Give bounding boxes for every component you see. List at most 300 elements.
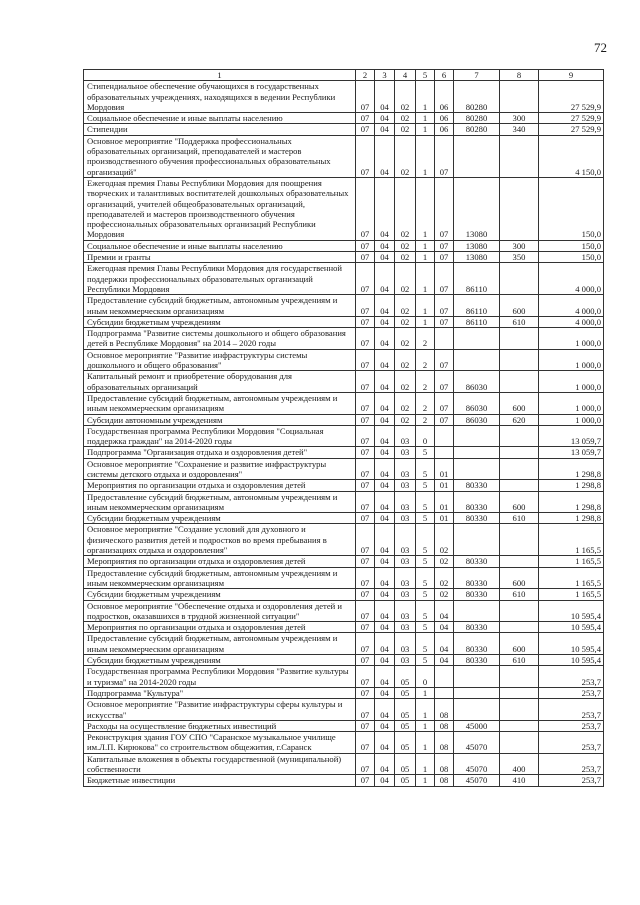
cell-expense-type: 400 xyxy=(500,753,539,775)
cell-subprogram: 1 xyxy=(416,316,435,327)
table-row xyxy=(84,295,604,317)
cell-program: 03 xyxy=(395,567,416,589)
cell-amount: 1 298,8 xyxy=(539,480,604,491)
table-row xyxy=(84,81,604,113)
cell-subprogram: 1 xyxy=(416,295,435,317)
cell-subprogram: 5 xyxy=(416,567,435,589)
cell-program: 02 xyxy=(395,414,416,425)
cell-program: 03 xyxy=(395,425,416,447)
cell-section: 07 xyxy=(356,113,375,124)
table-row xyxy=(84,113,604,124)
cell-amount: 1 298,8 xyxy=(539,513,604,524)
table-row xyxy=(84,622,604,633)
column-header: 4 xyxy=(395,70,416,81)
cell-direction: 80330 xyxy=(454,655,500,666)
cell-subprogram: 2 xyxy=(416,392,435,414)
column-header: 8 xyxy=(500,70,539,81)
cell-measure: 07 xyxy=(435,349,454,371)
cell-amount: 1 165,5 xyxy=(539,556,604,567)
row-name: Мероприятия по организации отдыха и оздоровления детей xyxy=(84,622,356,633)
cell-program: 02 xyxy=(395,135,416,177)
cell-measure: 04 xyxy=(435,655,454,666)
row-name: Основное мероприятие "Создание условий для духовного и физического развития детей и подростков во время пребывания в организациях отдыха и оздоровления" xyxy=(84,524,356,556)
row-name: Социальное обеспечение и иные выплаты населению xyxy=(84,113,356,124)
cell-direction xyxy=(454,458,500,480)
cell-program: 05 xyxy=(395,753,416,775)
cell-subsection: 04 xyxy=(375,687,395,698)
cell-section: 07 xyxy=(356,491,375,513)
cell-amount: 1 000,0 xyxy=(539,371,604,393)
cell-direction: 45070 xyxy=(454,753,500,775)
cell-subsection: 04 xyxy=(375,666,395,688)
cell-measure: 01 xyxy=(435,513,454,524)
cell-measure: 01 xyxy=(435,480,454,491)
cell-measure: 07 xyxy=(435,177,454,240)
cell-expense-type xyxy=(500,600,539,622)
cell-program: 02 xyxy=(395,113,416,124)
cell-measure: 01 xyxy=(435,458,454,480)
table-row xyxy=(84,458,604,480)
cell-program: 02 xyxy=(395,252,416,263)
cell-subprogram: 5 xyxy=(416,556,435,567)
cell-amount: 1 298,8 xyxy=(539,458,604,480)
table-row xyxy=(84,513,604,524)
cell-amount: 1 000,0 xyxy=(539,414,604,425)
cell-subsection: 04 xyxy=(375,753,395,775)
cell-program: 02 xyxy=(395,177,416,240)
cell-amount: 253,7 xyxy=(539,753,604,775)
row-name: Государственная программа Республики Мордовия "Развитие культуры и туризма" на 2014-2020 годы xyxy=(84,666,356,688)
cell-section: 07 xyxy=(356,556,375,567)
row-name: Основное мероприятие "Поддержка профессиональных образовательных организаций, преподавателей и мастеров производственного обучения профессиональных образовательных организаций" xyxy=(84,135,356,177)
cell-subprogram: 1 xyxy=(416,135,435,177)
cell-expense-type xyxy=(500,556,539,567)
cell-measure: 07 xyxy=(435,371,454,393)
cell-amount: 1 000,0 xyxy=(539,328,604,350)
cell-subprogram: 2 xyxy=(416,414,435,425)
cell-section: 07 xyxy=(356,753,375,775)
cell-measure: 07 xyxy=(435,252,454,263)
cell-subsection: 04 xyxy=(375,480,395,491)
cell-section: 07 xyxy=(356,328,375,350)
cell-subprogram: 5 xyxy=(416,480,435,491)
cell-expense-type: 300 xyxy=(500,240,539,251)
cell-amount: 1 000,0 xyxy=(539,392,604,414)
table-row xyxy=(84,600,604,622)
row-name: Ежегодная премия Главы Республики Мордовия для поощрения творческих и талантливых воспитателей дошкольных образовательных организаций, учителей общеобразовательных организаций, преподавателей и мастеров производственного обучения профессиональных образовательных организаций Республики Мордовия xyxy=(84,177,356,240)
row-name: Ежегодная премия Главы Республики Мордовия для государственной поддержки профессиональных образовательных организаций Республики Мордовия xyxy=(84,263,356,295)
cell-subsection: 04 xyxy=(375,328,395,350)
cell-section: 07 xyxy=(356,633,375,655)
cell-subsection: 04 xyxy=(375,600,395,622)
cell-program: 03 xyxy=(395,480,416,491)
row-name: Подпрограмма "Развитие системы дошкольного и общего образования детей в Республике Мордовия" на 2014 – 2020 годы xyxy=(84,328,356,350)
cell-direction xyxy=(454,425,500,447)
cell-subsection: 04 xyxy=(375,556,395,567)
table-row xyxy=(84,732,604,754)
cell-expense-type: 340 xyxy=(500,124,539,135)
cell-amount: 4 000,0 xyxy=(539,263,604,295)
cell-program: 05 xyxy=(395,699,416,721)
cell-expense-type xyxy=(500,177,539,240)
cell-program: 03 xyxy=(395,556,416,567)
cell-section: 07 xyxy=(356,699,375,721)
cell-subprogram: 5 xyxy=(416,622,435,633)
cell-subsection: 04 xyxy=(375,699,395,721)
row-name: Стипендиальное обеспечение обучающихся в государственных образовательных учреждениях, находящихся в ведении Республики Мордовия xyxy=(84,81,356,113)
table-row xyxy=(84,447,604,458)
cell-program: 02 xyxy=(395,392,416,414)
cell-direction xyxy=(454,666,500,688)
cell-section: 07 xyxy=(356,687,375,698)
row-name: Субсидии бюджетным учреждениям xyxy=(84,655,356,666)
column-header: 3 xyxy=(375,70,395,81)
cell-expense-type xyxy=(500,425,539,447)
cell-section: 07 xyxy=(356,720,375,731)
cell-expense-type: 610 xyxy=(500,316,539,327)
row-name: Предоставление субсидий бюджетным, автономным учреждениям и иным некоммерческим организациям xyxy=(84,392,356,414)
cell-program: 02 xyxy=(395,295,416,317)
cell-amount: 27 529,9 xyxy=(539,81,604,113)
row-name: Премии и гранты xyxy=(84,252,356,263)
cell-subsection: 04 xyxy=(375,524,395,556)
cell-section: 07 xyxy=(356,447,375,458)
cell-subsection: 04 xyxy=(375,491,395,513)
cell-subprogram: 2 xyxy=(416,328,435,350)
cell-direction xyxy=(454,524,500,556)
cell-subprogram: 1 xyxy=(416,240,435,251)
cell-expense-type xyxy=(500,371,539,393)
row-name: Предоставление субсидий бюджетным, автономным учреждениям и иным некоммерческим организациям xyxy=(84,633,356,655)
cell-expense-type xyxy=(500,720,539,731)
cell-amount: 27 529,9 xyxy=(539,113,604,124)
table-row xyxy=(84,666,604,688)
cell-amount: 253,7 xyxy=(539,775,604,786)
cell-measure: 07 xyxy=(435,240,454,251)
cell-direction: 86030 xyxy=(454,392,500,414)
column-header: 1 xyxy=(84,70,356,81)
cell-expense-type xyxy=(500,524,539,556)
cell-direction: 80280 xyxy=(454,81,500,113)
cell-direction: 86110 xyxy=(454,295,500,317)
cell-subprogram: 1 xyxy=(416,263,435,295)
cell-expense-type: 350 xyxy=(500,252,539,263)
cell-expense-type xyxy=(500,135,539,177)
cell-section: 07 xyxy=(356,295,375,317)
row-name: Субсидии бюджетным учреждениям xyxy=(84,589,356,600)
cell-subprogram: 5 xyxy=(416,524,435,556)
cell-amount: 1 165,5 xyxy=(539,524,604,556)
column-header: 9 xyxy=(539,70,604,81)
cell-direction xyxy=(454,447,500,458)
cell-measure: 02 xyxy=(435,524,454,556)
cell-subprogram: 1 xyxy=(416,687,435,698)
row-name: Капитальный ремонт и приобретение оборудования для образовательных организаций xyxy=(84,371,356,393)
cell-measure xyxy=(435,328,454,350)
cell-expense-type xyxy=(500,81,539,113)
cell-section: 07 xyxy=(356,177,375,240)
table-row xyxy=(84,633,604,655)
cell-measure: 07 xyxy=(435,263,454,295)
cell-program: 03 xyxy=(395,600,416,622)
cell-program: 03 xyxy=(395,447,416,458)
cell-program: 03 xyxy=(395,491,416,513)
cell-measure: 02 xyxy=(435,589,454,600)
cell-amount: 10 595,4 xyxy=(539,633,604,655)
cell-program: 02 xyxy=(395,371,416,393)
row-name: Основное мероприятие "Развитие инфраструктуры системы дошкольного и общего образования" xyxy=(84,349,356,371)
cell-subsection: 04 xyxy=(375,775,395,786)
cell-program: 05 xyxy=(395,732,416,754)
cell-amount: 1 165,5 xyxy=(539,589,604,600)
cell-measure: 08 xyxy=(435,699,454,721)
cell-measure: 07 xyxy=(435,135,454,177)
cell-expense-type: 600 xyxy=(500,392,539,414)
cell-subsection: 04 xyxy=(375,414,395,425)
cell-expense-type xyxy=(500,447,539,458)
cell-amount: 253,7 xyxy=(539,666,604,688)
cell-direction: 45070 xyxy=(454,732,500,754)
cell-section: 07 xyxy=(356,371,375,393)
cell-subsection: 04 xyxy=(375,240,395,251)
cell-amount: 1 165,5 xyxy=(539,567,604,589)
cell-measure: 01 xyxy=(435,491,454,513)
table-row xyxy=(84,699,604,721)
cell-measure: 08 xyxy=(435,720,454,731)
cell-section: 07 xyxy=(356,666,375,688)
cell-subsection: 04 xyxy=(375,425,395,447)
cell-subsection: 04 xyxy=(375,263,395,295)
table-row xyxy=(84,524,604,556)
cell-direction: 80330 xyxy=(454,633,500,655)
cell-subprogram: 0 xyxy=(416,666,435,688)
cell-measure: 08 xyxy=(435,753,454,775)
table-row xyxy=(84,252,604,263)
row-name: Бюджетные инвестиции xyxy=(84,775,356,786)
table-row xyxy=(84,371,604,393)
cell-subprogram: 5 xyxy=(416,458,435,480)
cell-program: 05 xyxy=(395,666,416,688)
cell-section: 07 xyxy=(356,392,375,414)
cell-amount: 253,7 xyxy=(539,720,604,731)
table-row xyxy=(84,177,604,240)
cell-program: 02 xyxy=(395,124,416,135)
cell-subsection: 04 xyxy=(375,392,395,414)
cell-measure: 07 xyxy=(435,295,454,317)
cell-section: 07 xyxy=(356,263,375,295)
cell-subsection: 04 xyxy=(375,371,395,393)
cell-section: 07 xyxy=(356,622,375,633)
column-header: 5 xyxy=(416,70,435,81)
cell-expense-type: 600 xyxy=(500,633,539,655)
cell-subprogram: 1 xyxy=(416,732,435,754)
cell-expense-type xyxy=(500,622,539,633)
cell-amount: 27 529,9 xyxy=(539,124,604,135)
cell-direction: 45070 xyxy=(454,775,500,786)
row-name: Основное мероприятие "Развитие инфраструктуры сферы культуры и искусства" xyxy=(84,699,356,721)
cell-measure: 02 xyxy=(435,556,454,567)
cell-subprogram: 1 xyxy=(416,775,435,786)
cell-measure: 02 xyxy=(435,567,454,589)
cell-program: 02 xyxy=(395,328,416,350)
table-row xyxy=(84,720,604,731)
cell-direction xyxy=(454,687,500,698)
cell-subsection: 04 xyxy=(375,295,395,317)
cell-section: 07 xyxy=(356,349,375,371)
table-row xyxy=(84,491,604,513)
cell-expense-type: 610 xyxy=(500,589,539,600)
cell-amount: 150,0 xyxy=(539,252,604,263)
row-name: Мероприятия по организации отдыха и оздоровления детей xyxy=(84,480,356,491)
cell-direction: 86110 xyxy=(454,316,500,327)
cell-subprogram: 1 xyxy=(416,124,435,135)
table-row xyxy=(84,328,604,350)
cell-program: 03 xyxy=(395,513,416,524)
cell-measure: 06 xyxy=(435,81,454,113)
cell-direction: 86030 xyxy=(454,414,500,425)
cell-direction xyxy=(454,349,500,371)
table-row xyxy=(84,392,604,414)
cell-amount: 253,7 xyxy=(539,687,604,698)
cell-section: 07 xyxy=(356,124,375,135)
cell-program: 03 xyxy=(395,524,416,556)
cell-section: 07 xyxy=(356,655,375,666)
cell-subprogram: 1 xyxy=(416,753,435,775)
table-row xyxy=(84,655,604,666)
table-row xyxy=(84,414,604,425)
cell-direction: 13080 xyxy=(454,240,500,251)
cell-subprogram: 1 xyxy=(416,252,435,263)
row-name: Подпрограмма "Культура" xyxy=(84,687,356,698)
cell-expense-type xyxy=(500,349,539,371)
row-name: Субсидии бюджетным учреждениям xyxy=(84,316,356,327)
budget-table xyxy=(83,69,604,787)
cell-section: 07 xyxy=(356,425,375,447)
cell-measure: 08 xyxy=(435,732,454,754)
cell-expense-type xyxy=(500,328,539,350)
row-name: Капитальные вложения в объекты государственной (муниципальной) собственности xyxy=(84,753,356,775)
cell-section: 07 xyxy=(356,567,375,589)
row-name: Основное мероприятие "Сохранение и развитие инфраструктуры системы детского отдыха и оздоровления" xyxy=(84,458,356,480)
cell-amount: 4 150,0 xyxy=(539,135,604,177)
row-name: Предоставление субсидий бюджетным, автономным учреждениям и иным некоммерческим организациям xyxy=(84,491,356,513)
cell-section: 07 xyxy=(356,458,375,480)
cell-amount: 4 000,0 xyxy=(539,316,604,327)
cell-direction xyxy=(454,600,500,622)
column-header: 7 xyxy=(454,70,500,81)
cell-expense-type: 410 xyxy=(500,775,539,786)
cell-subsection: 04 xyxy=(375,513,395,524)
cell-subsection: 04 xyxy=(375,567,395,589)
table-row xyxy=(84,567,604,589)
cell-amount: 13 059,7 xyxy=(539,447,604,458)
cell-subsection: 04 xyxy=(375,633,395,655)
cell-subsection: 04 xyxy=(375,135,395,177)
row-name: Предоставление субсидий бюджетным, автономным учреждениям и иным некоммерческим организациям xyxy=(84,567,356,589)
cell-direction: 80330 xyxy=(454,622,500,633)
cell-measure: 06 xyxy=(435,113,454,124)
cell-section: 07 xyxy=(356,316,375,327)
cell-program: 03 xyxy=(395,589,416,600)
cell-section: 07 xyxy=(356,240,375,251)
cell-amount: 1 298,8 xyxy=(539,491,604,513)
cell-subsection: 04 xyxy=(375,732,395,754)
cell-amount: 10 595,4 xyxy=(539,622,604,633)
cell-subsection: 04 xyxy=(375,589,395,600)
table-row xyxy=(84,589,604,600)
cell-subsection: 04 xyxy=(375,177,395,240)
cell-program: 03 xyxy=(395,458,416,480)
column-header: 2 xyxy=(356,70,375,81)
cell-subprogram: 5 xyxy=(416,447,435,458)
cell-direction xyxy=(454,135,500,177)
cell-program: 02 xyxy=(395,240,416,251)
cell-section: 07 xyxy=(356,480,375,491)
row-name: Социальное обеспечение и иные выплаты населению xyxy=(84,240,356,251)
row-name: Расходы на осуществление бюджетных инвестиций xyxy=(84,720,356,731)
cell-subsection: 04 xyxy=(375,458,395,480)
cell-program: 03 xyxy=(395,622,416,633)
cell-measure: 07 xyxy=(435,392,454,414)
cell-direction: 80330 xyxy=(454,480,500,491)
cell-measure: 04 xyxy=(435,622,454,633)
cell-direction: 80330 xyxy=(454,567,500,589)
cell-expense-type: 600 xyxy=(500,295,539,317)
cell-program: 05 xyxy=(395,687,416,698)
table-row xyxy=(84,263,604,295)
cell-program: 02 xyxy=(395,316,416,327)
cell-amount: 10 595,4 xyxy=(539,655,604,666)
cell-subprogram: 2 xyxy=(416,371,435,393)
cell-expense-type xyxy=(500,687,539,698)
cell-expense-type: 600 xyxy=(500,491,539,513)
column-header: 6 xyxy=(435,70,454,81)
cell-subprogram: 5 xyxy=(416,491,435,513)
cell-program: 02 xyxy=(395,349,416,371)
cell-measure: 04 xyxy=(435,600,454,622)
cell-subsection: 04 xyxy=(375,81,395,113)
cell-section: 07 xyxy=(356,252,375,263)
cell-subsection: 04 xyxy=(375,447,395,458)
cell-section: 07 xyxy=(356,414,375,425)
cell-section: 07 xyxy=(356,524,375,556)
cell-program: 05 xyxy=(395,720,416,731)
cell-subsection: 04 xyxy=(375,124,395,135)
table-row xyxy=(84,753,604,775)
cell-direction: 80330 xyxy=(454,589,500,600)
table-row xyxy=(84,124,604,135)
row-name: Основное мероприятие "Обеспечение отдыха и оздоровления детей и подростков, оказавшихся в трудной жизненной ситуации" xyxy=(84,600,356,622)
cell-section: 07 xyxy=(356,513,375,524)
cell-subprogram: 5 xyxy=(416,513,435,524)
cell-measure: 08 xyxy=(435,775,454,786)
cell-section: 07 xyxy=(356,775,375,786)
cell-subsection: 04 xyxy=(375,349,395,371)
table-row xyxy=(84,687,604,698)
row-name: Стипендии xyxy=(84,124,356,135)
cell-measure: 06 xyxy=(435,124,454,135)
cell-program: 02 xyxy=(395,81,416,113)
cell-subprogram: 5 xyxy=(416,655,435,666)
row-name: Реконструкция здания ГОУ СПО "Саранское музыкальное училище им.Л.П. Кирюкова" со строительством общежития, г.Саранск xyxy=(84,732,356,754)
cell-measure xyxy=(435,687,454,698)
cell-expense-type: 610 xyxy=(500,655,539,666)
row-name: Предоставление субсидий бюджетным, автономным учреждениям и иным некоммерческим организациям xyxy=(84,295,356,317)
table-row xyxy=(84,425,604,447)
cell-subsection: 04 xyxy=(375,622,395,633)
cell-direction: 80330 xyxy=(454,491,500,513)
table-row xyxy=(84,556,604,567)
